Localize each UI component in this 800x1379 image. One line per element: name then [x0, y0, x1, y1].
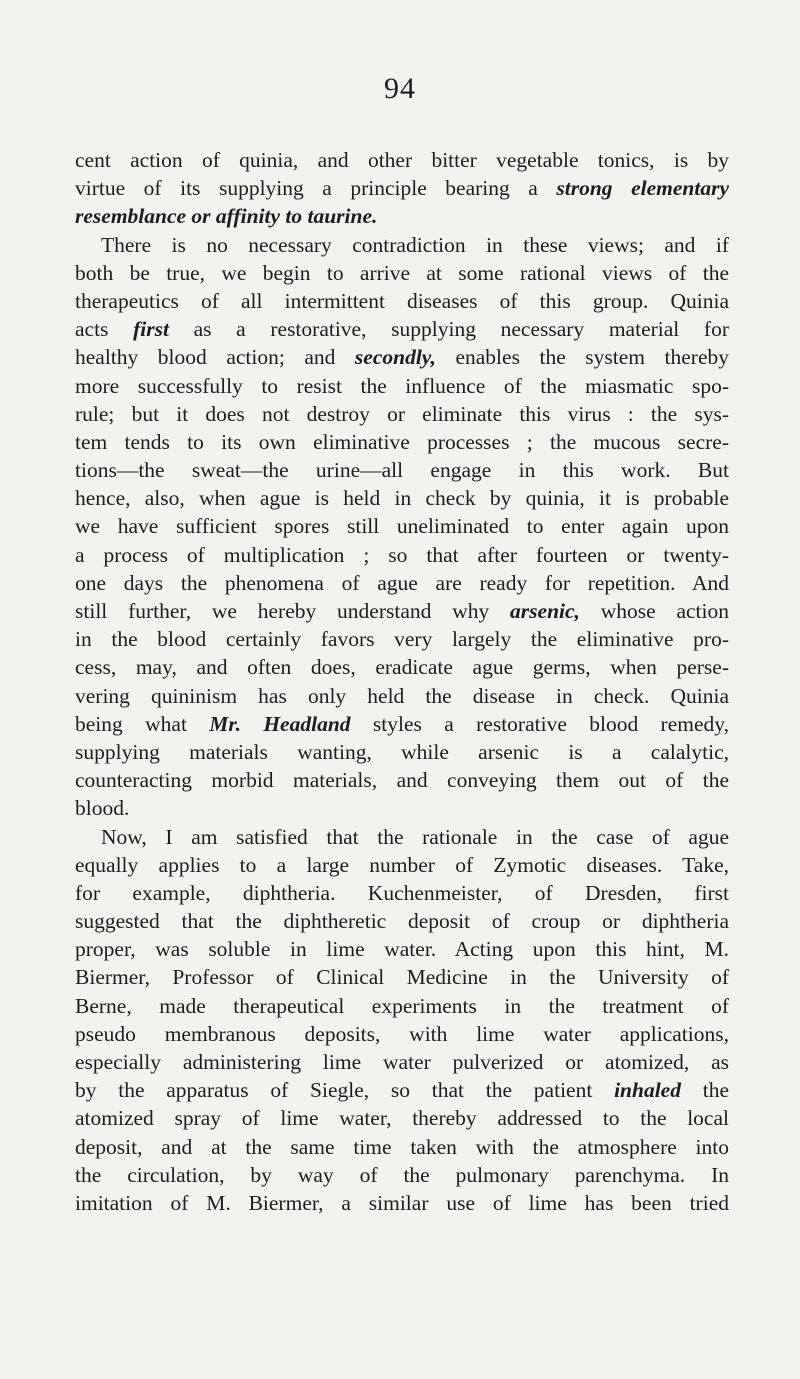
text-line: [75, 682, 729, 710]
text-line: [75, 202, 729, 230]
italic-phrase: arsenic,: [510, 599, 580, 623]
text-run: acts: [75, 317, 134, 342]
text-line: [75, 259, 729, 287]
text-line: [75, 315, 729, 343]
text-run: tions—the sweat—the urine—all engage in this work. But: [75, 458, 729, 483]
text-run: cess, may, and often does, eradicate ague germs, when perse-: [75, 655, 729, 680]
text-run: tem tends to its own eliminative processes ; the mucous secre-: [75, 429, 729, 454]
text-line: [75, 597, 729, 625]
text-run: as a restorative, supplying necessary material for: [168, 317, 729, 342]
text-run: the: [680, 1078, 729, 1103]
body-text: [75, 146, 729, 1217]
text-run: a process of multiplication ; so that after fourteen or twenty-: [75, 542, 729, 567]
text-line: [75, 794, 729, 822]
text-line: [75, 174, 729, 202]
text-run: rule; but it does not destroy or eliminate this virus : the sys-: [75, 401, 729, 426]
text-line: [75, 484, 729, 512]
text-line: [75, 879, 729, 907]
text-run: There is no necessary contradiction in these views; and if: [101, 232, 729, 257]
text-run: vering quininism has only held the disease in check. Quinia: [75, 683, 729, 708]
text-run: we have sufficient spores still uneliminated to enter again upon: [75, 514, 729, 539]
text-run: pseudo membranous deposits, with lime water applications,: [75, 1021, 729, 1046]
text-run: proper, was soluble in lime water. Acting upon this hint, M.: [75, 937, 729, 962]
italic-phrase: inhaled: [614, 1078, 681, 1103]
text-run: imitation of M. Biermer, a similar use of lime has been tried: [75, 1190, 729, 1215]
italic-phrase: Mr. Headland: [209, 711, 351, 736]
text-line: [75, 992, 729, 1020]
text-line: [75, 400, 729, 428]
text-line: [75, 1189, 729, 1217]
text-run: the circulation, by way of the pulmonary parenchyma. In: [75, 1162, 729, 1187]
text-line: [75, 1076, 729, 1104]
text-run: by the apparatus of Siegle, so that the patient: [75, 1078, 615, 1103]
text-run: suggested that the diphtheretic deposit of croup or diphtheria: [75, 909, 729, 934]
text-run: virtue of its supplying a principle bearing a: [75, 176, 557, 201]
text-run: supplying materials wanting, while arsenic is a calalytic,: [75, 739, 729, 764]
text-line: [75, 710, 729, 738]
text-line: [75, 287, 729, 315]
text-run: in the blood certainly favors very largely the eliminative pro-: [75, 627, 729, 652]
text-line: [75, 569, 729, 597]
text-run: for example, diphtheria. Kuchenmeister, of Dresden, first: [75, 880, 729, 905]
text-line: [75, 231, 729, 259]
text-run: one days the phenomena of ague are ready for repetition. And: [75, 570, 729, 595]
text-line: [75, 766, 729, 794]
text-run: Berne, made therapeutical experiments in the treatment of: [75, 993, 729, 1018]
text-run: more successfully to resist the influence of the miasmatic spo-: [75, 373, 729, 398]
text-run: Biermer, Professor of Clinical Medicine in the University of: [75, 965, 729, 990]
text-run: therapeutics of all intermittent diseases of this group. Quinia: [75, 288, 729, 313]
text-line: [75, 1048, 729, 1076]
text-run: still further, we hereby understand why: [75, 599, 511, 623]
text-run: equally applies to a large number of Zymotic diseases. Take,: [75, 852, 729, 877]
italic-phrase: strong elementary: [556, 176, 729, 201]
text-run: healthy blood action; and: [75, 345, 355, 370]
text-line: [75, 1133, 729, 1161]
text-line: [75, 541, 729, 569]
text-line: [75, 1161, 729, 1189]
text-run: blood.: [75, 796, 130, 821]
text-run: Now, I am satisfied that the rationale in the case of ague: [101, 824, 729, 849]
text-line: [75, 851, 729, 879]
text-run: deposit, and at the same time taken with the atmosphere into: [75, 1134, 729, 1159]
text-run: enables the system thereby: [435, 345, 729, 370]
text-line: [75, 512, 729, 540]
text-line: [75, 653, 729, 681]
text-line: [75, 935, 729, 963]
text-run: styles a restorative blood remedy,: [350, 711, 730, 736]
text-run: hence, also, when ague is held in check by quinia, it is probable: [75, 486, 729, 511]
text-run: cent action of quinia, and other bitter vegetable tonics, is by: [75, 148, 729, 172]
text-line: [75, 1104, 729, 1132]
text-line: [75, 823, 729, 851]
text-line: [75, 907, 729, 935]
text-line: [75, 428, 729, 456]
italic-phrase: secondly,: [354, 345, 436, 370]
italic-phrase: first: [133, 317, 169, 342]
page-number: 94: [384, 72, 416, 105]
text-run: atomized spray of lime water, thereby addressed to the local: [75, 1106, 729, 1131]
text-run: counteracting morbid materials, and conveying them out of the: [75, 768, 729, 793]
text-line: [75, 1020, 729, 1048]
text-run: especially administering lime water pulverized or atomized, as: [75, 1050, 729, 1074]
text-line: [75, 372, 729, 400]
text-line: [75, 456, 729, 484]
text-line: [75, 625, 729, 653]
text-run: whose action: [579, 599, 730, 623]
italic-phrase: resemblance or affinity to taurine.: [75, 204, 378, 229]
text-line: [75, 963, 729, 991]
text-line: [75, 146, 729, 174]
text-line: [75, 343, 729, 371]
text-run: being what: [75, 711, 210, 736]
text-run: both be true, we begin to arrive at some rational views of the: [75, 260, 729, 285]
text-line: [75, 738, 729, 766]
